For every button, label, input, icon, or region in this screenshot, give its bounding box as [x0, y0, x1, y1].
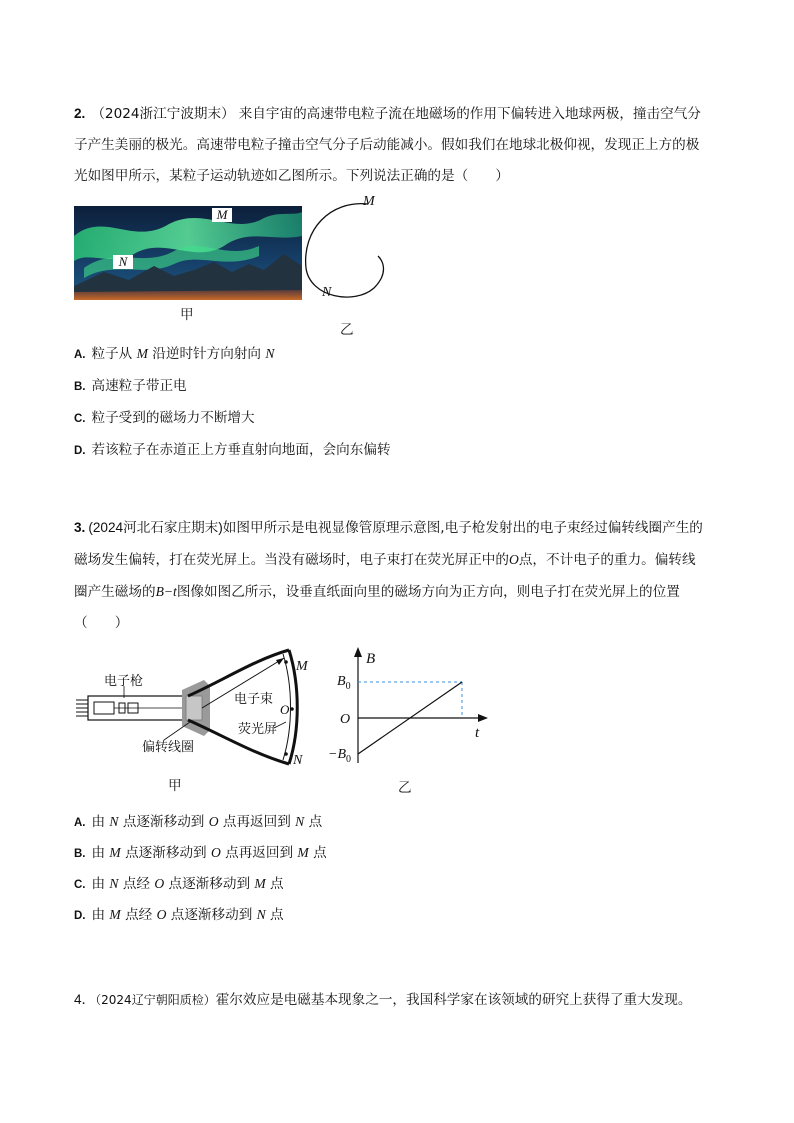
particle-trajectory [306, 204, 384, 297]
question-2-stem: 2. （2024浙江宁波期末） 来自宇宙的高速带电粒子流在地磁场的作用下偏转进入地球两极，撞击空气分 子产生美丽的极光。高速带电粒子撞击空气分子后动能减小。假如我们在地球北极仰视，发现正上方的极 光如图甲所示，某粒子运动轨迹如乙图所示。下列说法正确的是（ ） [74, 106, 701, 184]
question-4-stem: 4．（2024辽宁朝阳质检）霍尔效应是电磁基本现象之一，我国科学家在该领域的研究上获得了重大发现。 [74, 992, 692, 1008]
crt-diagram [74, 640, 324, 770]
crt-label-O: O [280, 702, 290, 717]
crt-label-N: N [293, 753, 303, 768]
axis-label-t: t [475, 725, 480, 741]
trajectory-label-M: M [363, 194, 375, 209]
question-3-stem: 3. (2024河北石家庄期末)如图甲所示是电视显像管原理示意图,电子枪发射出的电子束经过偏转线圈产生的 磁场发生偏转，打在荧光屏上。当没有磁场时，电子束打在荧光屏正中的O点，不计电子的重力。偏转线 圈产生磁场的B−t图像如图乙所示，设垂直纸面向里的磁场方向为正方向，则电子打在荧光屏上的位置 （ ） [74, 520, 703, 631]
question-source: （2024辽宁朝阳质检） [95, 993, 216, 1007]
option-a[interactable]: A. 由 N 点逐渐移动到 O 点再返回到 N 点 [74, 814, 323, 830]
axis-label-B: B [366, 651, 376, 667]
option-c[interactable]: C. 粒子受到的磁场力不断增大 [74, 410, 255, 426]
tick-label-neg-B0: $-B_0$ [328, 747, 351, 765]
figure-caption-jia-crt: 甲 [168, 778, 182, 794]
option-a[interactable]: A. 粒子从 M 沿逆时针方向射向 N [74, 346, 275, 362]
trajectory-label-N: N [322, 285, 332, 300]
figure-caption-jia: 甲 [180, 307, 194, 323]
aurora-label-M: M [216, 207, 228, 222]
option-b[interactable]: B. 由 M 点逐渐移动到 O 点再返回到 M 点 [74, 845, 327, 861]
figure-caption-yi: 乙 [340, 322, 354, 338]
crt-label-M: M [296, 659, 308, 674]
aurora-label-N: N [118, 254, 128, 269]
option-d[interactable]: D. 由 M 点经 O 点逐渐移动到 N 点 [74, 907, 284, 923]
option-c[interactable]: C. 由 N 点经 O 点逐渐移动到 M 点 [74, 876, 284, 892]
question-number: 2. [74, 106, 86, 121]
origin-label-O: O [340, 712, 351, 727]
option-b[interactable]: B. 高速粒子带正电 [74, 378, 187, 394]
label-electron-gun: 电子枪 [104, 673, 144, 688]
label-screen: 荧光屏 [238, 721, 278, 736]
label-deflection-coil: 偏转线圈 [142, 739, 195, 754]
tick-label-B0: $B_0$ [337, 674, 351, 692]
question-number: 3. [74, 520, 86, 535]
question-source: （2024浙江宁波期末） [91, 106, 235, 122]
aurora-photo [74, 206, 302, 300]
option-d[interactable]: D. 若该粒子在赤道正上方垂直射向地面，会向东偏转 [74, 442, 391, 458]
question-source: (2024河北石家庄期末) [88, 520, 223, 535]
trajectory-diagram [300, 190, 400, 320]
b-t-graph [328, 645, 494, 770]
figure-caption-yi-graph: 乙 [398, 780, 412, 796]
question-number: 4． [74, 992, 96, 1007]
label-electron-beam: 电子束 [234, 691, 274, 706]
